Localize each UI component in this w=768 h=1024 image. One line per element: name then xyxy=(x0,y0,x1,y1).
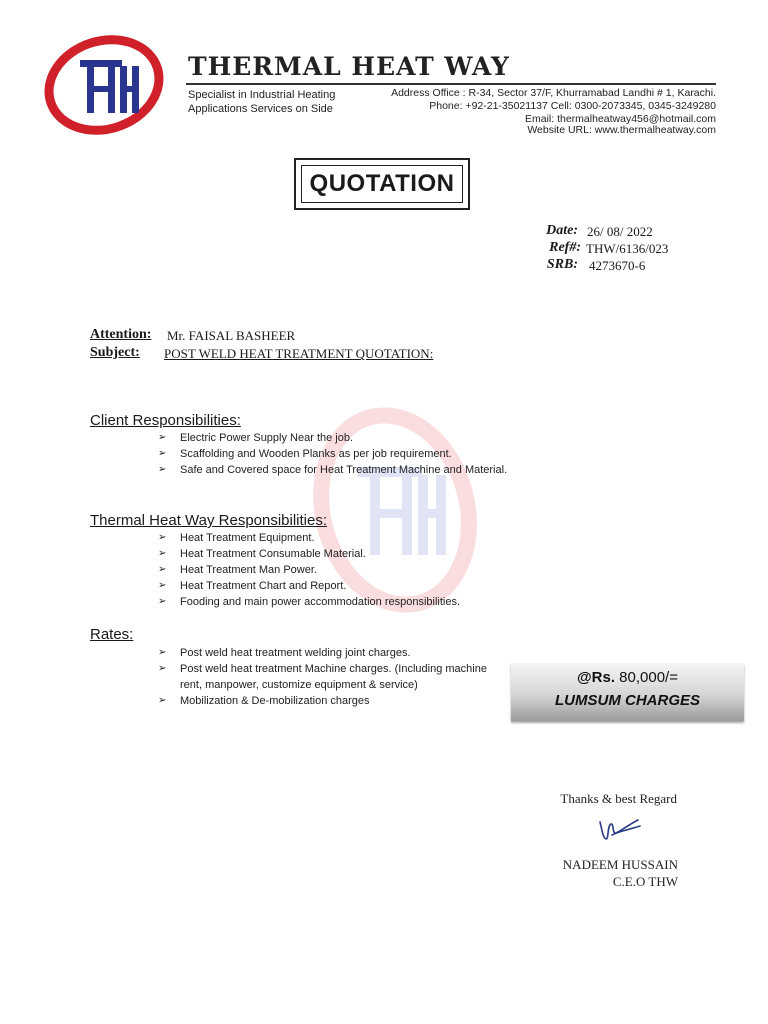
client-responsibilities-list xyxy=(158,430,507,478)
company-logo xyxy=(40,30,170,140)
srb-label: SRB: xyxy=(546,257,578,272)
date-label: Date: xyxy=(546,223,578,238)
thw-responsibilities-list xyxy=(158,530,460,610)
client-responsibilities-heading: Client Responsibilities: xyxy=(90,412,241,429)
email-line: Email: thermalheatway456@hotmail.com xyxy=(525,113,716,125)
signatory-designation: C.E.O THW xyxy=(612,874,678,889)
srb-value: 4273670-6 xyxy=(589,258,646,273)
list-item: ➢ Heat Treatment Equipment. xyxy=(158,530,460,546)
title-box xyxy=(294,158,470,210)
header-divider xyxy=(186,83,716,85)
list-item: ➢ Heat Treatment Consumable Material. xyxy=(158,546,460,562)
rates-heading: Rates: xyxy=(90,626,134,643)
tagline-line-2: Applications Services on Side xyxy=(188,103,333,115)
list-item: ➢ Safe and Covered space for Heat Treatment Machine and Material. xyxy=(158,462,507,478)
ref-label: Ref#: xyxy=(549,240,581,255)
list-item: ➢ Scaffolding and Wooden Planks as per job requirement. xyxy=(158,446,507,462)
list-item: ➢ Heat Treatment Chart and Report. xyxy=(158,578,460,594)
phone-line: Phone: +92-21-35021137 Cell: 0300-2073345, 0345-3249280 xyxy=(429,100,716,112)
price-line xyxy=(511,669,744,686)
thw-responsibilities-heading: Thermal Heat Way Responsibilities: xyxy=(90,512,328,529)
ref-value: THW/6136/023 xyxy=(586,241,669,256)
attention-value: Mr. FAISAL BASHEER xyxy=(167,328,296,343)
subject-label: Subject: xyxy=(90,345,140,360)
subject-value: POST WELD HEAT TREATMENT QUOTATION: xyxy=(164,346,434,361)
company-name: THERMAL HEAT WAY xyxy=(188,52,510,81)
signature-image xyxy=(594,812,644,844)
list-item: ➢ Post weld heat treatment welding joint charges. xyxy=(158,645,490,661)
list-item: ➢ Electric Power Supply Near the job. xyxy=(158,430,507,446)
price-value: 80,000/= xyxy=(619,669,678,686)
price-note: LUMSUM CHARGES xyxy=(555,692,700,709)
list-item: ➢ Fooding and main power accommodation responsibilities. xyxy=(158,594,460,610)
attention-label: Attention: xyxy=(90,327,152,342)
price-box xyxy=(511,663,744,721)
price-prefix: @Rs. xyxy=(577,669,615,686)
document-title: QUOTATION xyxy=(301,165,463,203)
list-item: ➢ Post weld heat treatment Machine charges. (Including machine rent, manpower, customize equipment & service) xyxy=(158,661,490,693)
tagline-line-1: Specialist in Industrial Heating xyxy=(188,89,336,101)
date-value: 26/ 08/ 2022 xyxy=(587,224,653,239)
address-line: Address Office : R-34, Sector 37/F, Khurramabad Landhi # 1, Karachi. xyxy=(391,87,716,99)
list-item: ➢ Mobilization & De-mobilization charges xyxy=(158,693,490,709)
website-line: Website URL: www.thermalheatway.com xyxy=(527,124,716,136)
regards-text: Thanks & best Regard xyxy=(560,791,677,806)
list-item: ➢ Heat Treatment Man Power. xyxy=(158,562,460,578)
signatory-name: NADEEM HUSSAIN xyxy=(562,857,678,872)
rates-list xyxy=(158,645,490,709)
